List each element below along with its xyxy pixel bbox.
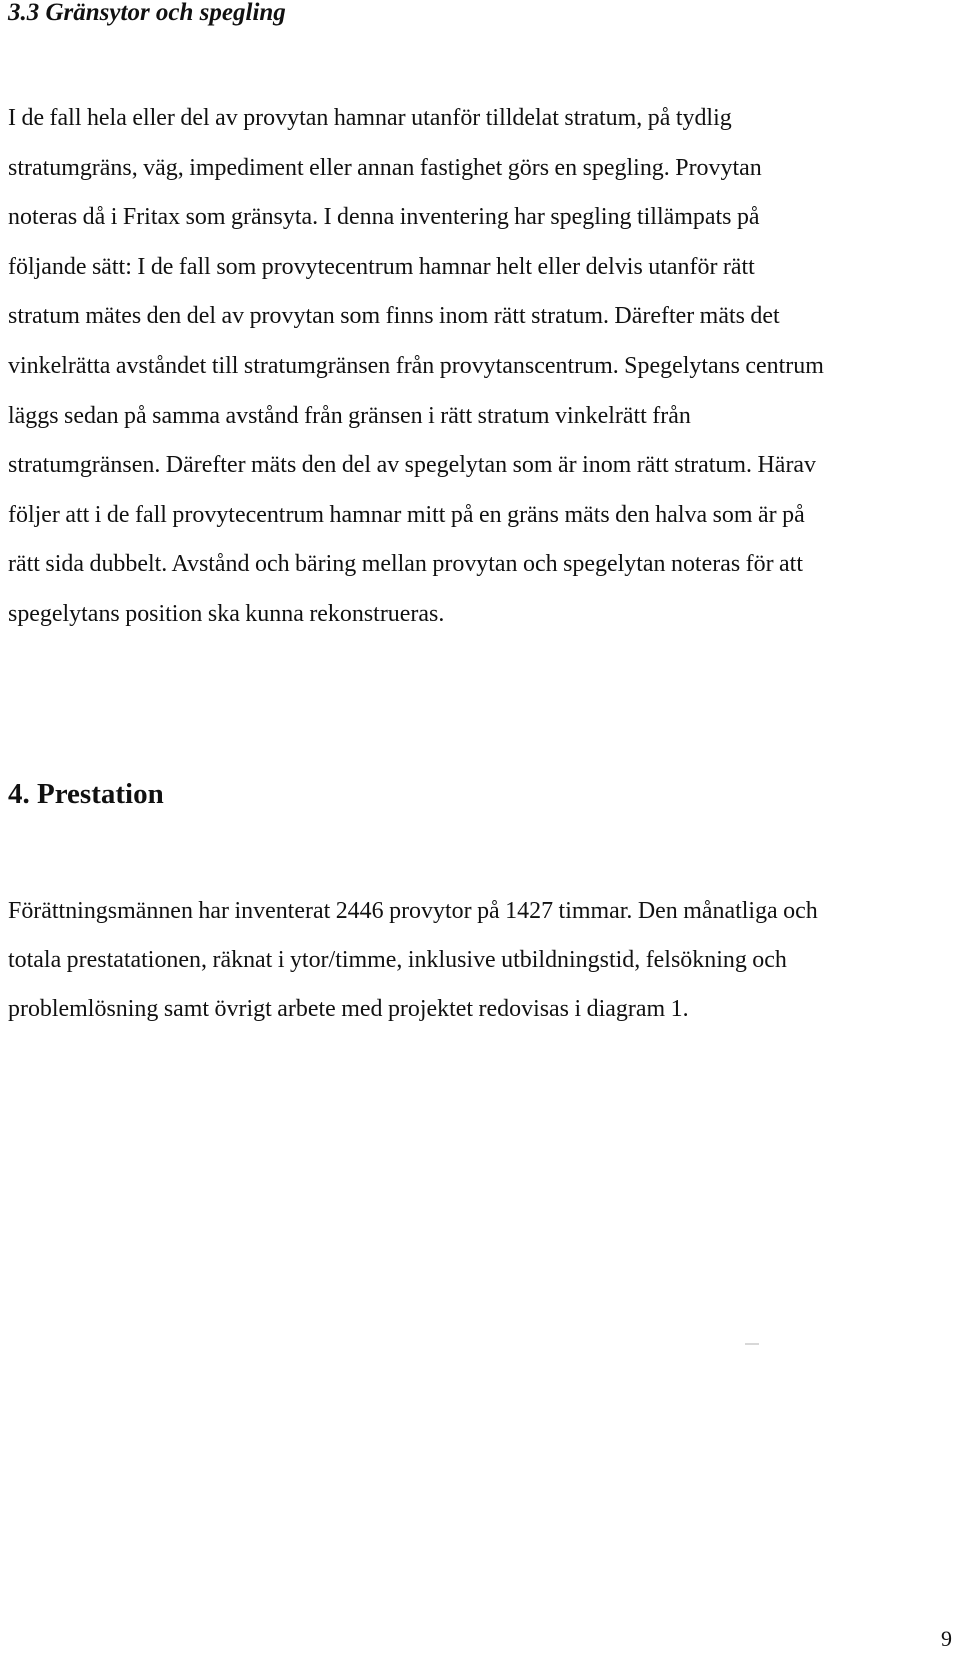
chapter-heading: 4. Prestation	[8, 778, 164, 810]
page-number: 9	[941, 1626, 952, 1651]
paragraph-line: totala prestatationen, räknat i ytor/timme, inklusive utbildningstid, felsökning och	[8, 947, 787, 973]
paragraph-line: I de fall hela eller del av provytan hamnar utanför tilldelat stratum, på tydlig	[8, 105, 732, 131]
scan-artifact	[745, 1343, 759, 1345]
section-subheading: 3.3 Gränsytor och spegling	[8, 0, 286, 26]
paragraph-line: läggs sedan på samma avstånd från gränsen i rätt stratum vinkelrätt från	[8, 402, 691, 429]
paragraph-line: stratumgräns, väg, impediment eller annan fastighet görs en spegling. Provytan	[8, 154, 762, 181]
paragraph-line: stratum mätes den del av provytan som finns inom rätt stratum. Därefter mäts det	[8, 303, 780, 330]
chapter-paragraph	[8, 887, 954, 1034]
paragraph-line: spegelytans position ska kunna rekonstrueras.	[8, 600, 445, 627]
paragraph-line: vinkelrätta avståndet till stratumgränsen från provytanscentrum. Spegelytans centrum	[8, 352, 824, 379]
paragraph-line: rätt sida dubbelt. Avstånd och bäring mellan provytan och spegelytan noteras för att	[8, 551, 803, 578]
paragraph-line: Förättningsmännen har inventerat 2446 provytor på 1427 timmar. Den månatliga och	[8, 898, 818, 924]
paragraph-line: noteras då i Fritax som gränsyta. I denna inventering har spegling tillämpats på	[8, 204, 760, 231]
paragraph-line: stratumgränsen. Därefter mäts den del av spegelytan som är inom rätt stratum. Härav	[8, 452, 817, 479]
paragraph-line: följande sätt: I de fall som provytecentrum hamnar helt eller delvis utanför rätt	[8, 253, 755, 280]
paragraph-line: problemlösning samt övrigt arbete med projektet redovisas i diagram 1.	[8, 996, 689, 1022]
section-paragraph	[8, 94, 954, 640]
paragraph-line: följer att i de fall provytecentrum hamnar mitt på en gräns mäts den halva som är på	[8, 501, 805, 528]
